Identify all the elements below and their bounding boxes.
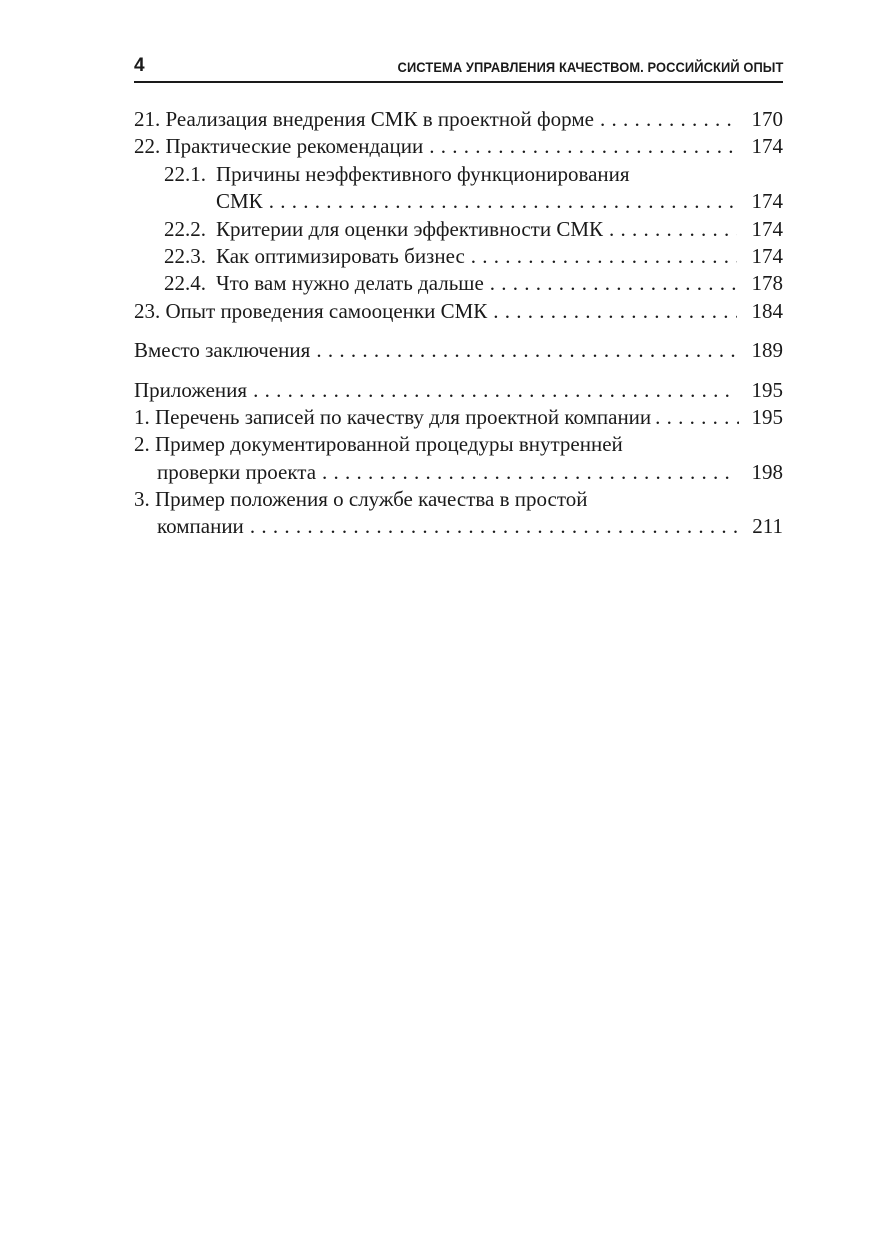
toc-entry-title: Что вам нужно делать дальше — [216, 271, 484, 296]
toc-entry-number: 22.2. — [164, 216, 206, 241]
toc-entry-title: 22. Практические рекомендации — [134, 134, 424, 159]
dot-leader — [322, 459, 737, 486]
toc-page-ref: 195 — [751, 377, 783, 402]
toc-entry-22-3 — [134, 243, 783, 270]
toc-page-ref: 184 — [751, 298, 783, 323]
toc-entry-number: 22.1. — [164, 161, 206, 186]
toc-page-ref: 189 — [751, 338, 783, 363]
dot-leader — [316, 337, 737, 364]
toc-page-ref: 174 — [751, 216, 783, 241]
toc-entry-title: 21. Реализация внедрения СМК в проектной форме — [134, 107, 594, 131]
toc-page-ref: 198 — [751, 459, 783, 484]
dot-leader — [250, 513, 737, 540]
toc-entry-title-continued: проверки проекта — [157, 459, 317, 484]
toc-page-ref: 170 — [751, 107, 783, 131]
running-title: СИСТЕМА УПРАВЛЕНИЯ КАЧЕСТВОМ. РОССИЙСКИЙ ОПЫТ — [397, 59, 783, 75]
toc-entry-title-continued: компании — [157, 514, 244, 539]
toc-entry-21 — [134, 106, 783, 133]
toc-entry-title: 1. Перечень записей по качеству для проектной компании — [134, 404, 652, 429]
toc-entry-conclusion — [134, 337, 783, 364]
dot-leader — [253, 377, 737, 404]
toc-entry-number: 22.3. — [164, 243, 206, 268]
toc-entry-appendix-3-continuation — [134, 513, 783, 540]
toc-entry-title: 3. Пример положения о службе качества в простой — [134, 487, 588, 512]
toc-entry-title: Приложения — [134, 377, 248, 402]
toc-entry-22-4 — [134, 270, 783, 297]
toc-entry-title: 2. Пример документированной процедуры внутренней — [134, 432, 623, 457]
toc-page-ref: 174 — [751, 243, 783, 268]
toc-entry-title: Вместо заключения — [134, 338, 311, 363]
dot-leader — [269, 188, 737, 215]
toc-entry-title: Как оптимизировать бизнес — [216, 243, 465, 268]
toc-entry-appendix-2-continuation — [134, 459, 783, 486]
toc-page-ref: 195 — [751, 404, 783, 429]
dot-leader — [655, 404, 739, 431]
toc-entry-title: 23. Опыт проведения самооценки СМК — [134, 298, 488, 323]
toc-entry-22-1 — [134, 161, 783, 188]
toc-entry-title: Критерии для оценки эффективности СМК — [216, 216, 604, 241]
toc-entry-appendix-3 — [134, 486, 783, 513]
table-of-contents — [134, 106, 783, 541]
toc-entry-22-1-continuation — [134, 188, 783, 215]
toc-entry-22-2 — [134, 216, 783, 243]
page-header — [134, 55, 783, 83]
toc-page-ref: 174 — [751, 134, 783, 159]
toc-entry-title: Причины неэффективного функционирования — [216, 161, 630, 186]
toc-entry-number: 22.4. — [164, 271, 206, 296]
dot-leader — [490, 270, 737, 297]
page-number: 4 — [134, 55, 145, 76]
dot-leader — [600, 106, 737, 133]
toc-entry-appendix-1 — [134, 404, 783, 431]
toc-entry-appendix-2 — [134, 431, 783, 458]
dot-leader — [609, 216, 737, 243]
toc-entry-title-continued: СМК — [216, 189, 263, 214]
toc-page-ref: 211 — [752, 514, 783, 539]
toc-page-ref: 178 — [751, 271, 783, 296]
toc-page-ref: 174 — [751, 189, 783, 214]
dot-leader — [471, 243, 737, 270]
dot-leader — [493, 298, 737, 325]
toc-entry-22 — [134, 133, 783, 160]
toc-entry-23 — [134, 298, 783, 325]
dot-leader — [429, 133, 737, 160]
toc-entry-appendices — [134, 377, 783, 404]
